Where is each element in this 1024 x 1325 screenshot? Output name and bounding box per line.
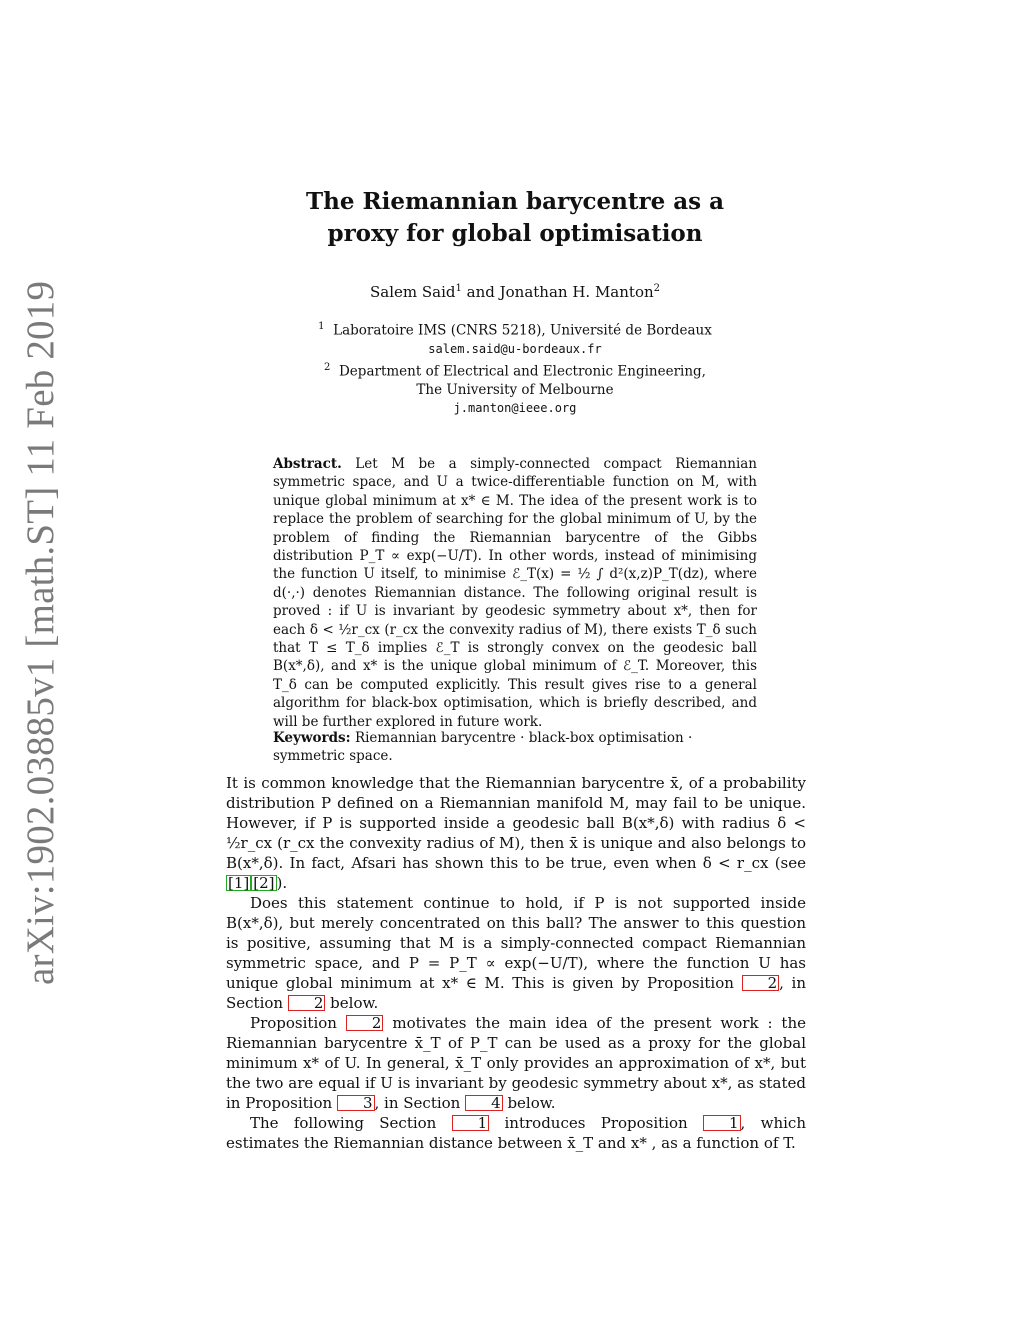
- abstract: [273, 455, 757, 731]
- proposition-link[interactable]: 3: [337, 1095, 375, 1111]
- keywords: [273, 729, 757, 766]
- paragraph-1-end: ).: [276, 874, 288, 892]
- affiliations: [250, 318, 780, 418]
- paragraph-4-text: The following Section: [250, 1114, 437, 1132]
- title-line-2: proxy for global optimisation: [327, 220, 703, 247]
- section-link[interactable]: 1: [452, 1115, 490, 1131]
- abstract-label: Abstract.: [273, 456, 342, 472]
- author-list: [250, 283, 780, 301]
- paragraph-4: [226, 1113, 806, 1153]
- paragraph-3-text-c: , in Section: [374, 1094, 461, 1112]
- email-1[interactable]: salem.said@u-bordeaux.fr: [428, 342, 602, 356]
- section-link[interactable]: 4: [465, 1095, 503, 1111]
- author-conjunction: and: [461, 283, 500, 301]
- paragraph-3-text-b: motivates the main idea of the present work : the Riemannian barycentre x̄_T of P_T can be used as a proxy for the global minimum x* of U. In general, x̄_T only provides an approximation of x*, but the two are equal if U is invariant by geodesic symmetry about x*, as stated in Proposition: [226, 1014, 806, 1112]
- author-2: Jonathan H. Manton: [499, 283, 654, 301]
- affiliation-1: Laboratoire IMS (CNRS 5218), Université de Bordeaux: [333, 322, 712, 339]
- paragraph-2-text: Does this statement continue to hold, if P is not supported inside B(x*,δ), but merely concentrated on this ball? The answer to this question is positive, assuming that M is a simply-connected compact Riemannian symmetric space, and P = P_T ∝ exp(−U/T), where the function U has unique global minimum at x* ∈ M. This is given by Proposition: [226, 894, 806, 992]
- keywords-text: Riemannian barycentre · black-box optimisation · symmetric space.: [273, 730, 693, 765]
- paragraph-3-text-d: below.: [502, 1094, 556, 1112]
- affiliation-2-line-1: Department of Electrical and Electronic Engineering,: [338, 363, 706, 379]
- author-1: Salem Said: [369, 283, 456, 301]
- section-link[interactable]: 2: [288, 995, 326, 1011]
- paragraph-1-text: It is common knowledge that the Riemannian barycentre x̄, of a probability distribution P defined on a Riemannian manifold M, may fail to be unique. However, if P is supported inside a geodesic ball B(x*,δ) with radius δ < ½r_cx (r_cx the convexity radius of M), then x̄ is unique and also belongs to B(x*,δ). In fact, Afsari has shown this to be true, even when δ < r_cx (see: [226, 774, 806, 872]
- affiliation-2-mark: 2: [324, 361, 331, 373]
- paragraph-2: [226, 893, 806, 1013]
- proposition-link[interactable]: 2: [346, 1015, 384, 1031]
- author-1-affiliation-mark: 1: [455, 283, 462, 294]
- title-line-1: The Riemannian barycentre as a: [306, 188, 724, 215]
- body-text: [226, 773, 806, 1153]
- paragraph-4-text-b: introduces Proposition: [489, 1114, 688, 1132]
- proposition-link[interactable]: 1: [703, 1115, 741, 1131]
- email-2[interactable]: j.manton@ieee.org: [453, 401, 577, 415]
- citation-link-2[interactable]: [2]: [253, 874, 275, 892]
- author-2-affiliation-mark: 2: [653, 283, 661, 294]
- citation-link-1[interactable]: [1]: [228, 874, 250, 892]
- paragraph-2-text-c: below.: [325, 994, 379, 1012]
- paragraph-1: [226, 773, 806, 893]
- abstract-text: Let M be a simply-connected compact Riemannian symmetric space, and U a twice-differentiable function on M, with unique global minimum at x* ∈ M. The idea of the present work is to replace the problem of searching for the global minimum of U, by the problem of finding the Riemannian barycentre of the Gibbs distribution P_T ∝ exp(−U/T). In other words, instead of minimising the function U itself, to minimise ℰ_T(x) = ½ ∫ d²(x,z)P_T(dz), where d(·,·) denotes Riemannian distance. The following original result is proved : if U is invariant by geodesic symmetry about x*, then for each δ < ½r_cx (r_cx the convexity radius of M), there exists T_δ such that T ≤ T_δ implies ℰ_T is strongly convex on the geodesic ball B(x*,δ), and x* is the unique global minimum of ℰ_T. Moreover, this T_δ can be computed explicitly. This result gives rise to a general algorithm for black-box optimisation, which is briefly described, and will be further explored in future work.: [273, 456, 757, 730]
- affiliation-1-mark: 1: [318, 321, 325, 332]
- keywords-label: Keywords:: [273, 730, 351, 746]
- paragraph-3: [226, 1013, 806, 1113]
- paragraph-3-text: Proposition: [250, 1014, 337, 1032]
- affiliation-2-line-2: The University of Melbourne: [416, 381, 614, 398]
- paper-title: [250, 186, 780, 250]
- proposition-link[interactable]: 2: [742, 975, 780, 991]
- paragraph-2-text-b: , in Section: [226, 974, 806, 1012]
- arxiv-identifier: arXiv:1902.03885v1 [math.ST] 11 Feb 2019: [19, 280, 62, 985]
- paragraph-4-text-c: , which estimates the Riemannian distance between x̄_T and x* , as a function of T.: [226, 1114, 806, 1152]
